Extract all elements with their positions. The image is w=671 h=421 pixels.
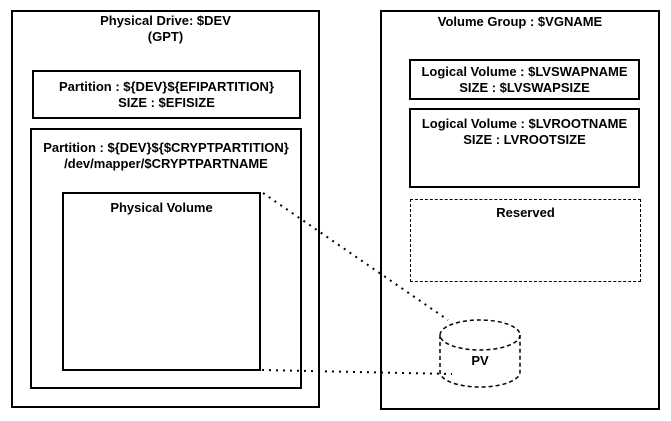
- lv-swap-line2: SIZE : $LVSWAPSIZE: [459, 79, 590, 95]
- lv-root-box: [409, 108, 640, 188]
- volume-group-title-text: Volume Group : $VGNAME: [437, 14, 603, 29]
- reserved-box: [410, 199, 641, 282]
- lv-swap-line1: Logical Volume : $LVSWAPNAME: [421, 63, 628, 79]
- physical-drive-format-text: (GPT): [147, 29, 184, 44]
- efi-partition-line2: SIZE : $EFISIZE: [118, 94, 215, 110]
- physical-volume-label: Physical Volume: [110, 200, 213, 215]
- crypt-partition-line1: Partition : ${DEV}${$CRYPTPARTITION}: [43, 140, 289, 155]
- lv-root-line2: SIZE : LVROOTSIZE: [463, 132, 586, 147]
- pv-cylinder-label: PV: [471, 353, 489, 368]
- physical-drive-title: [11, 13, 320, 45]
- crypt-partition-line2: /dev/mapper/$CRYPTPARTNAME: [64, 156, 268, 171]
- efi-partition-line1: Partition : ${DEV}${EFIPARTITION}: [58, 78, 274, 94]
- volume-group-title: [380, 14, 660, 30]
- physical-drive-title-text: Physical Drive: $DEV: [100, 13, 231, 28]
- efi-partition-box: [32, 70, 301, 119]
- lv-root-line1: Logical Volume : $LVROOTNAME: [421, 116, 628, 131]
- lv-swap-box: [409, 59, 640, 100]
- physical-volume-box: [62, 192, 261, 371]
- reserved-label: Reserved: [496, 205, 555, 220]
